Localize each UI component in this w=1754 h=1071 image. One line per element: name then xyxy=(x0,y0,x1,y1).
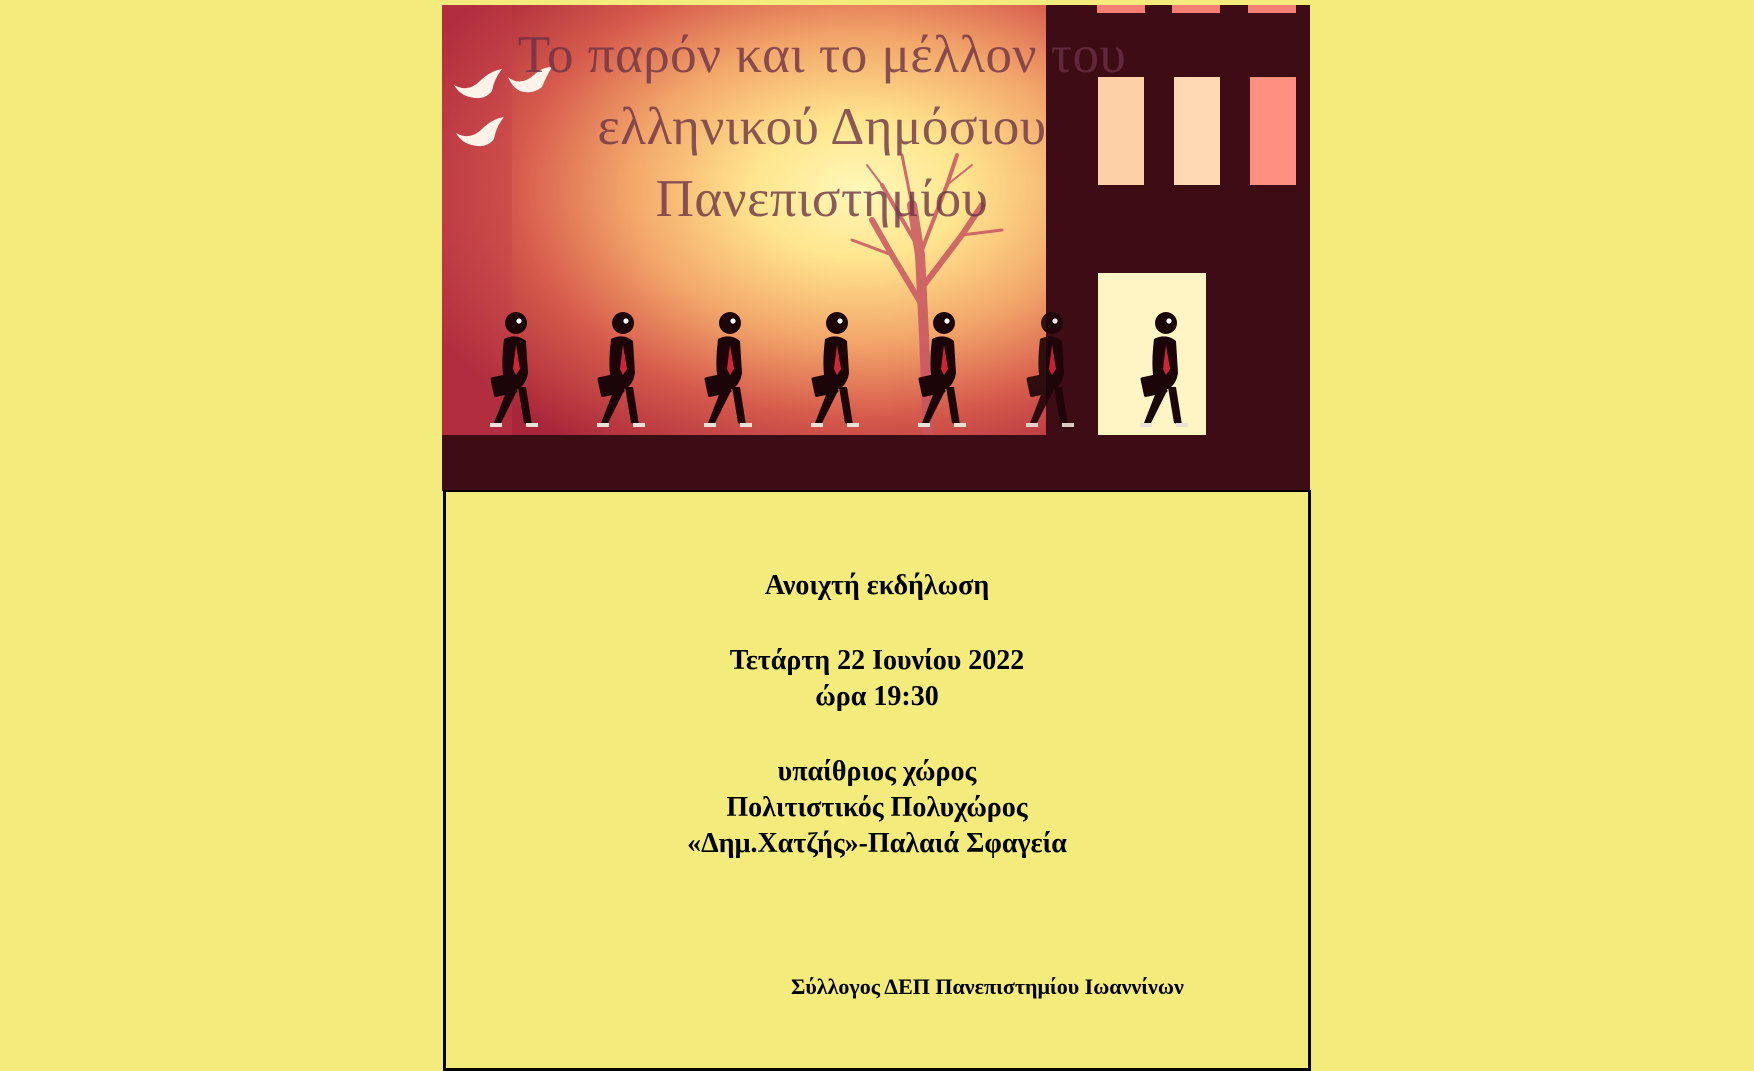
organizer-signature: Σύλλογος ΔΕΠ Πανεπιστημίου Ιωαννίνων xyxy=(791,974,1184,999)
event-details-box xyxy=(443,490,1311,1071)
poster-title: Το παρόν και το μέλλον του ελληνικού Δημόσιου Πανεπιστημίου xyxy=(517,26,1127,228)
event-poster xyxy=(442,5,1310,1069)
banner-illustration xyxy=(442,5,1310,491)
venue-line-1: υπαίθριος χώρος xyxy=(777,756,977,787)
event-time: ώρα 19:30 xyxy=(815,681,939,712)
event-date: Τετάρτη 22 Ιουνίου 2022 xyxy=(729,645,1025,676)
venue-line-3: «Δημ.Χατζής»-Παλαιά Σφαγεία xyxy=(687,828,1067,859)
venue-line-2: Πολιτιστικός Πολυχώρος xyxy=(726,792,1028,823)
event-type: Ανοιχτή εκδήλωση xyxy=(764,570,990,601)
